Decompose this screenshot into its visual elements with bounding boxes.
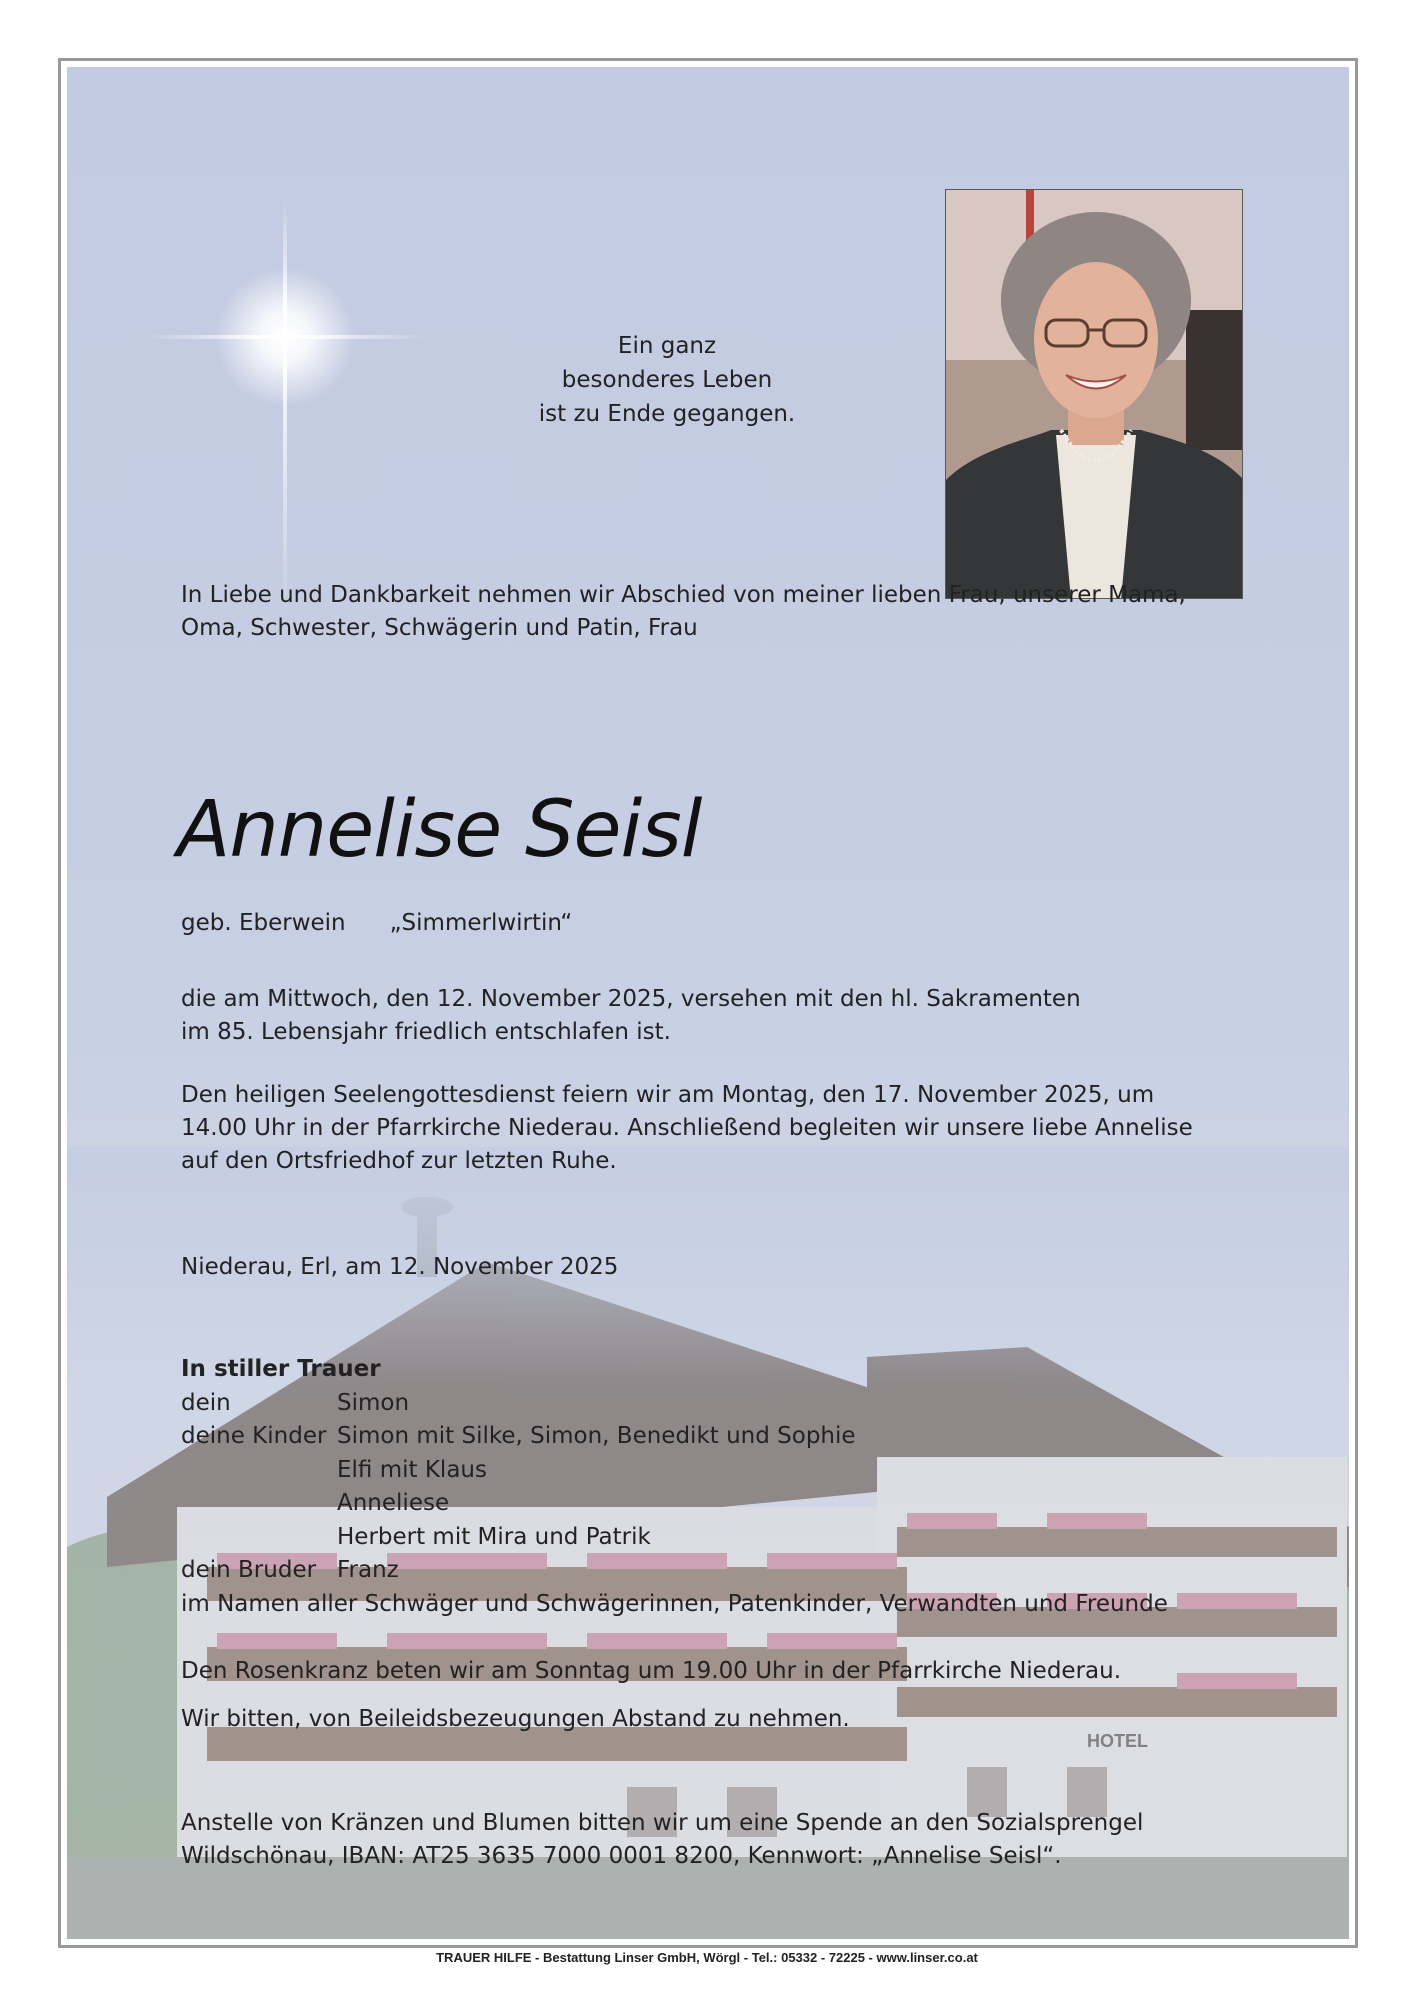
mourners-list [181, 1353, 1168, 1621]
rosary-info: Den Rosenkranz beten wir am Sonntag um 19.00 Uhr in der Pfarrkirche Niederau. [181, 1658, 1122, 1684]
mourner-row: Elfi mit Klaus [337, 1456, 487, 1483]
star-icon [145, 197, 425, 617]
mourner-row: Anneliese [337, 1490, 450, 1516]
place-date: Niederau, Erl, am 12. November 2025 [181, 1254, 619, 1280]
death-announcement: die am Mittwoch, den 12. November 2025, versehen mit den hl. Sakramenten im 85. Lebensjahr friedlich entschlafen ist. [181, 986, 1081, 1045]
mourner-row: dein Bruder Franz [181, 1557, 399, 1583]
condolence-request: Wir bitten, von Beileidsbezeugungen Abstand zu nehmen. [181, 1706, 850, 1732]
obituary-frame [58, 58, 1358, 1948]
mourner-row: deine Kinder Simon mit Silke, Simon, Benedikt und Sophie [181, 1423, 856, 1449]
opening-quote: Ein ganz besonderes Leben ist zu Ende gegangen. [538, 333, 796, 427]
portrait-photo [945, 189, 1243, 599]
obituary-background [67, 67, 1349, 1939]
hotel-sign: HOTEL [1087, 1731, 1148, 1751]
mourner-row: dein Simon [181, 1389, 410, 1416]
nickname: „Simmerlwirtin“ [389, 910, 573, 936]
intro-text: In Liebe und Dankbarkeit nehmen wir Abschied von meiner lieben Frau, unserer Mama, Oma, Schwester, Schwägerin und Patin, Frau [181, 582, 1186, 641]
deceased-name: Annelise Seisl [177, 785, 702, 875]
service-info: Den heiligen Seelengottesdienst feiern wir am Montag, den 17. November 2025, um 14.00 Uhr in der Pfarrkirche Niederau. Anschließend begleiten wir unsere liebe Annelise auf den Ortsfriedhof zur letzten Ruhe. [181, 1082, 1193, 1174]
birth-name: geb. Eberwein [181, 910, 346, 936]
mourner-row: Herbert mit Mira und Patrik [337, 1523, 651, 1550]
donation-request: Anstelle von Kränzen und Blumen bitten wir um eine Spende an den Sozialsprengel Wildschönau, IBAN: AT25 3635 7000 0001 8200, Kennwort: „Annelise Seisl“. [181, 1810, 1144, 1869]
name-details [181, 907, 572, 940]
footer-imprint: TRAUER HILFE - Bestattung Linser GmbH, Wörgl - Tel.: 05332 - 72225 - www.linser.co.at [436, 1950, 978, 1965]
mourners-heading: In stiller Trauer [181, 1356, 381, 1382]
mourners-closing: im Namen aller Schwäger und Schwägerinnen, Patenkinder, Verwandten und Freunde [181, 1590, 1168, 1617]
